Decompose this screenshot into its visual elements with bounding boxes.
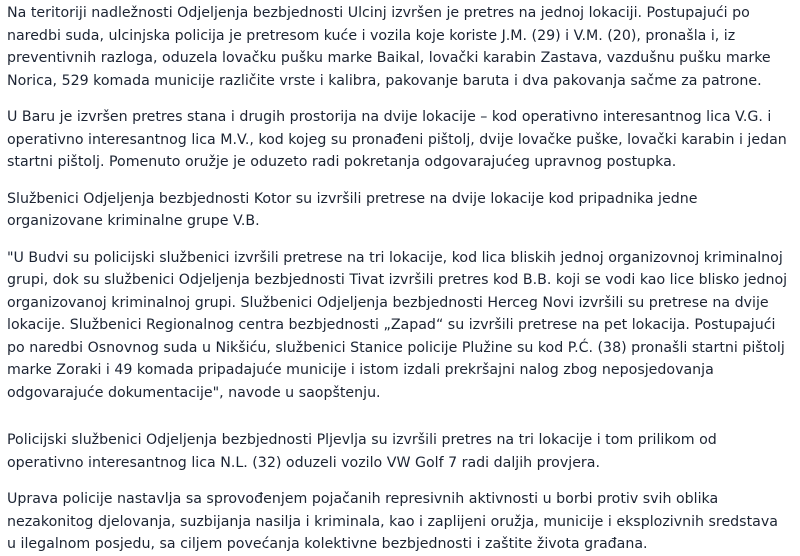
paragraph-kotor: Službenici Odjeljenja bezbjednosti Kotor su izvršili pretrese na dvije lokacije kod pripadnika jedne organizovane kriminalne grupe V.B. bbox=[7, 190, 698, 229]
paragraph-uprava-policije: Uprava policije nastavlja sa sprovođenjem pojačanih represivnih aktivnosti u borbi protiv svih oblika nezakonitog djelovanja, suzbijanja nasilja i kriminala, kao i zaplijeni oružja, municije i eksplozivnih sredstava u ilegalnom posjedu, sa ciljem povećanja kolektivne bezbjednosti i zaštite života građana. bbox=[7, 491, 778, 552]
paragraph-ulcinj: Na teritoriji nadležnosti Odjeljenja bezbjednosti Ulcinj izvršen je pretres na jednoj lokaciji. Postupajući po naredbi suda, ulcinjska policija je pretresom kuće i vozila koje koriste J.M. (29) i V.M. (20), pronašla i, iz preventivnih razloga, oduzela lovačku pušku marke Baikal, lovački karabin Zastava, vazdušnu pušku marke Norica, 529 komada municije različite vrste i kalibra, pakovanje baruta i dva pakovanja sačme za patrone. bbox=[7, 5, 771, 89]
paragraph-pljevlja: Policijski službenici Odjeljenja bezbjednosti Pljevlja su izvršili pretres na tri lokacije i tom prilikom od operativno interesantnog lica N.L. (32) oduzeli vozilo VW Golf 7 radi daljih provjera. bbox=[7, 432, 717, 471]
paragraph-budva-quote: "U Budvi su policijski službenici izvršili pretrese na tri lokacije, kod lica bliskih jednoj organizovnoj kriminalnoj grupi, dok su službenici Odjeljenja bezbjednosti Tivat izvršili pretres kod B.B. koji se vodi kao lice blisko jednoj organizovanoj kriminalnoj grupi. Službenici Odjeljenja bezbjednosti Herceg Novi izvršili su pretrese na dvije lokacije. Službenici Regionalnog centra bezbjednosti „Zapad“ su izvršili pretrese na pet lokacija. Postupajući po naredbi Osnovnog suda u Nikšiću, službenici Stanice policije Plužine su kod P.Ć. (38) pronašli startni pištolj marke Zoraki i 49 komada pripadajuće municije i istom izdali prekršajni nalog zbog neposjedovanja odgovarajuće dokumentacije", navode u saopštenju. bbox=[7, 249, 788, 401]
paragraph-bar: U Baru je izvršen pretres stana i drugih prostorija na dvije lokacije – kod operativno interesantnog lica V.G. i operativno interesantnog lica M.V., kod kojeg su pronađeni pištolj, dvije lovačke puške, lovački karabin i jedan startni pištolj. Pomenuto oružje je oduzeto radi pokretanja odgovarajućeg upravnog postupka. bbox=[7, 109, 787, 170]
